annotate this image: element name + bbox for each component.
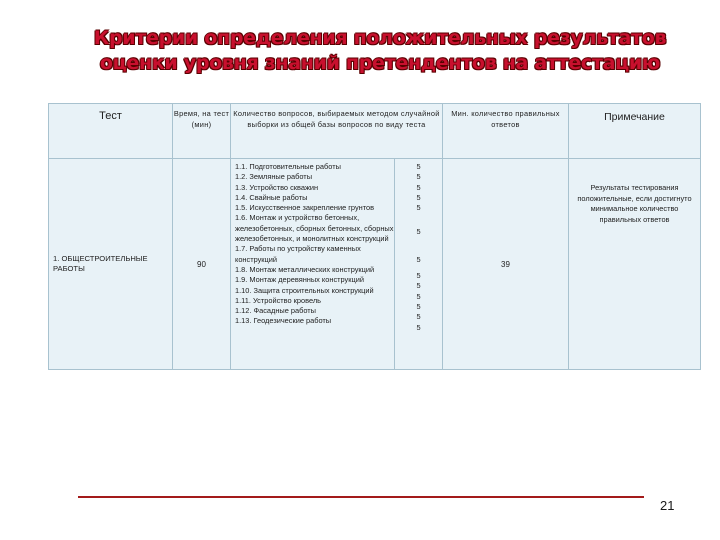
time-cell: 90 bbox=[173, 159, 231, 370]
header-min-correct: Мин. количество правильных ответов bbox=[443, 104, 569, 159]
topic-count: 5 bbox=[416, 312, 421, 322]
table-row bbox=[49, 159, 701, 370]
question-topics-cell bbox=[231, 159, 395, 370]
note-cell: Результаты тестирования положительные, если достигнуто минимальное количество правильных ответов bbox=[569, 159, 701, 370]
topic-count: 5 bbox=[416, 291, 421, 301]
topic-item: 1.13. Геодезические работы bbox=[235, 316, 332, 326]
topic-item: 1.2. Земляные работы bbox=[235, 172, 313, 182]
slide-title-line-2: оценки уровня знаний претендентов на аттестацию bbox=[99, 52, 661, 74]
table-header-row bbox=[49, 104, 701, 159]
topic-count: 5 bbox=[416, 182, 421, 192]
topic-item: 1.4. Свайные работы bbox=[235, 192, 308, 202]
min-correct-cell: 39 bbox=[443, 159, 569, 370]
slide-title-line-1: Критерии определения положительных результатов bbox=[93, 27, 667, 49]
topic-count: 5 bbox=[416, 281, 421, 291]
topic-item: 1.9. Монтаж деревянных конструкций bbox=[235, 275, 364, 285]
header-note: Примечание bbox=[569, 104, 701, 159]
topic-count: 5 bbox=[416, 322, 421, 332]
topic-item: 1.6. Монтаж и устройство бетонных, железобетонных, сборных бетонных, сборных железобетонных, и монолитных конструкций bbox=[235, 213, 394, 244]
topic-item: 1.12. Фасадные работы bbox=[235, 306, 316, 316]
topic-count: 5 bbox=[416, 162, 421, 171]
topic-item: 1.10. Защита строительных конструкций bbox=[235, 285, 374, 295]
topic-item: 1.3. Устройство скважин bbox=[235, 182, 319, 192]
header-questions: Количество вопросов, выбираемых методом случайной выборки из общей базы вопросов по виду теста bbox=[231, 104, 443, 159]
page-number: 21 bbox=[660, 498, 675, 513]
topic-item: 1.5. Искусственное закрепление грунтов bbox=[235, 203, 375, 213]
topic-count: 5 bbox=[416, 271, 421, 281]
topic-count: 5 bbox=[416, 192, 421, 202]
topic-count: 5 bbox=[416, 203, 421, 213]
topic-item: 1.1. Подготовительные работы bbox=[235, 162, 341, 171]
test-name-cell: 1. ОБЩЕСТРОИТЕЛЬНЫЕ РАБОТЫ bbox=[49, 159, 173, 370]
topic-count: 5 bbox=[416, 172, 421, 182]
header-test: Тест bbox=[49, 104, 173, 159]
topic-item: 1.7. Работы по устройству каменных конструкций bbox=[235, 244, 361, 264]
topic-count: 5 bbox=[416, 227, 421, 237]
topic-item: 1.8. Монтаж металлических конструкций bbox=[235, 264, 375, 274]
question-counts-cell bbox=[395, 159, 443, 370]
criteria-table bbox=[48, 103, 701, 370]
slide-title bbox=[60, 26, 700, 76]
topic-item: 1.11. Устройство кровель bbox=[235, 295, 321, 305]
footer-divider bbox=[78, 496, 644, 498]
topic-count: 5 bbox=[416, 301, 421, 311]
topic-count: 5 bbox=[416, 254, 421, 264]
header-time: Время, на тест (мин) bbox=[173, 104, 231, 159]
